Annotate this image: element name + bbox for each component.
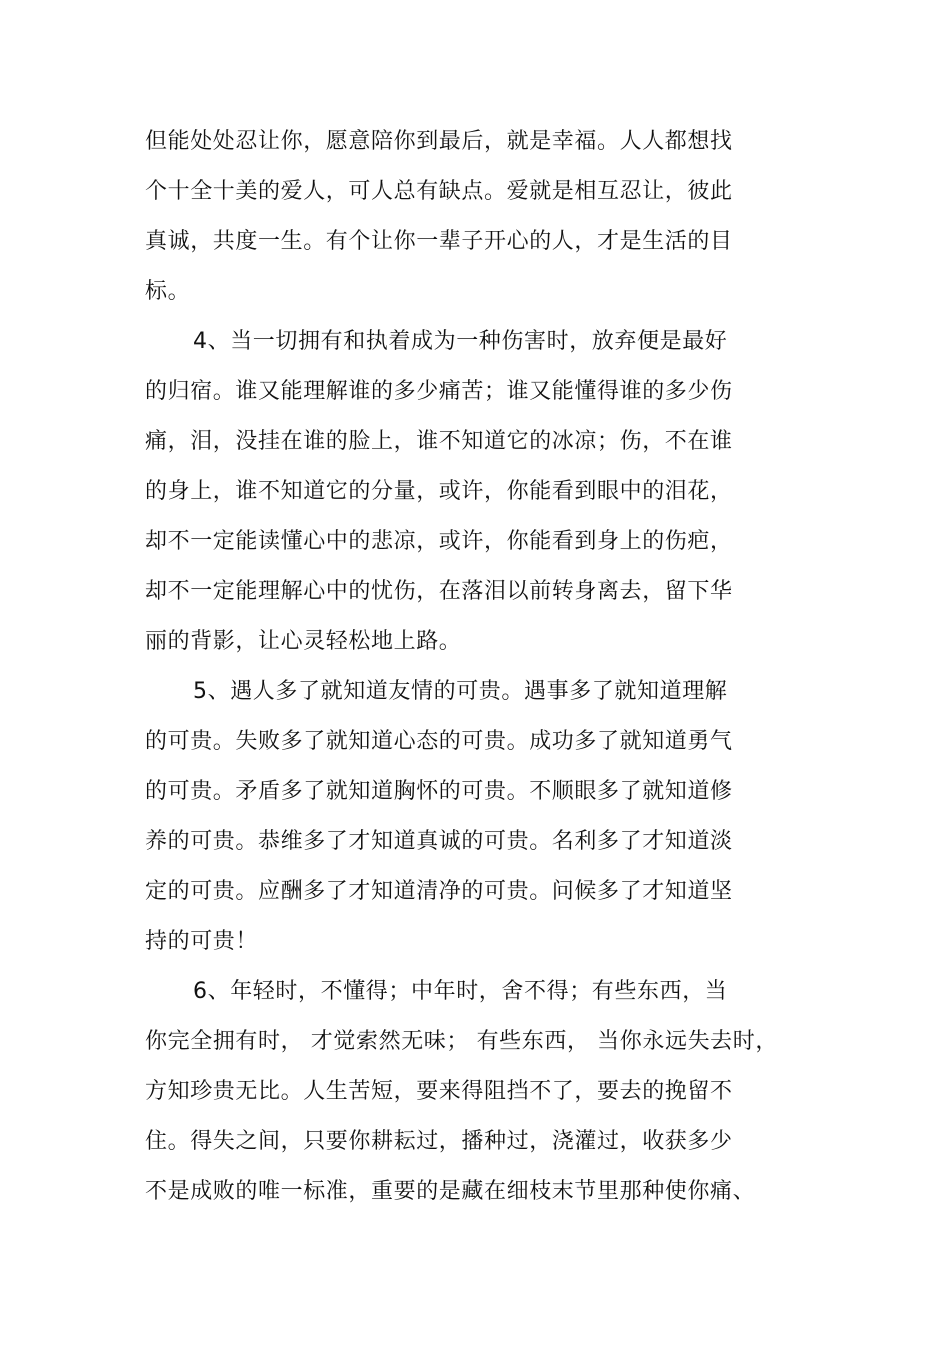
text-line: 却不一定能读懂心中的悲凉，或许，你能看到身上的伤疤， (145, 529, 733, 554)
text-line: 丽的背影，让心灵轻松地上路。 (145, 629, 462, 654)
text-line: 你完全拥有时， 才觉索然无味； 有些东西， 当你永远失去时， (145, 1029, 778, 1054)
paragraph-6-start: 6、年轻时，不懂得；中年时，舍不得；有些东西，当 (193, 979, 728, 1004)
text-line: 个十全十美的爱人，可人总有缺点。爱就是相互忍让，彼此 (145, 179, 733, 204)
text-line: 定的可贵。应酬多了才知道清净的可贵。问候多了才知道坚 (145, 879, 733, 904)
text-line: 的可贵。矛盾多了就知道胸怀的可贵。不顺眼多了就知道修 (145, 779, 733, 804)
paragraph-5-start: 5、遇人多了就知道友情的可贵。遇事多了就知道理解 (193, 679, 728, 704)
text-line: 不是成败的唯一标准，重要的是藏在细枝末节里那种使你痛、 (145, 1179, 756, 1204)
text-line: 真诚，共度一生。有个让你一辈子开心的人，才是生活的目 (145, 229, 733, 254)
text-line: 的身上，谁不知道它的分量，或许，你能看到眼中的泪花， (145, 479, 733, 504)
text-line: 养的可贵。恭维多了才知道真诚的可贵。名利多了才知道淡 (145, 829, 733, 854)
text-line: 痛，泪，没挂在谁的脸上，谁不知道它的冰凉；伤，不在谁 (145, 429, 733, 454)
text-line: 标。 (145, 279, 191, 304)
text-line: 方知珍贵无比。人生苦短，要来得阻挡不了，要去的挽留不 (145, 1079, 733, 1104)
text-line: 持的可贵！ (145, 929, 259, 954)
text-line: 的可贵。失败多了就知道心态的可贵。成功多了就知道勇气 (145, 729, 733, 754)
text-line: 却不一定能理解心中的忧伤，在落泪以前转身离去，留下华 (145, 579, 733, 604)
text-line: 但能处处忍让你，愿意陪你到最后，就是幸福。人人都想找 (145, 129, 733, 154)
text-line: 的归宿。谁又能理解谁的多少痛苦；谁又能懂得谁的多少伤 (145, 379, 733, 404)
paragraph-4-start: 4、当一切拥有和执着成为一种伤害时，放弃便是最好 (193, 329, 728, 354)
text-line: 住。得失之间，只要你耕耘过，播种过，浇灌过，收获多少 (145, 1129, 733, 1154)
